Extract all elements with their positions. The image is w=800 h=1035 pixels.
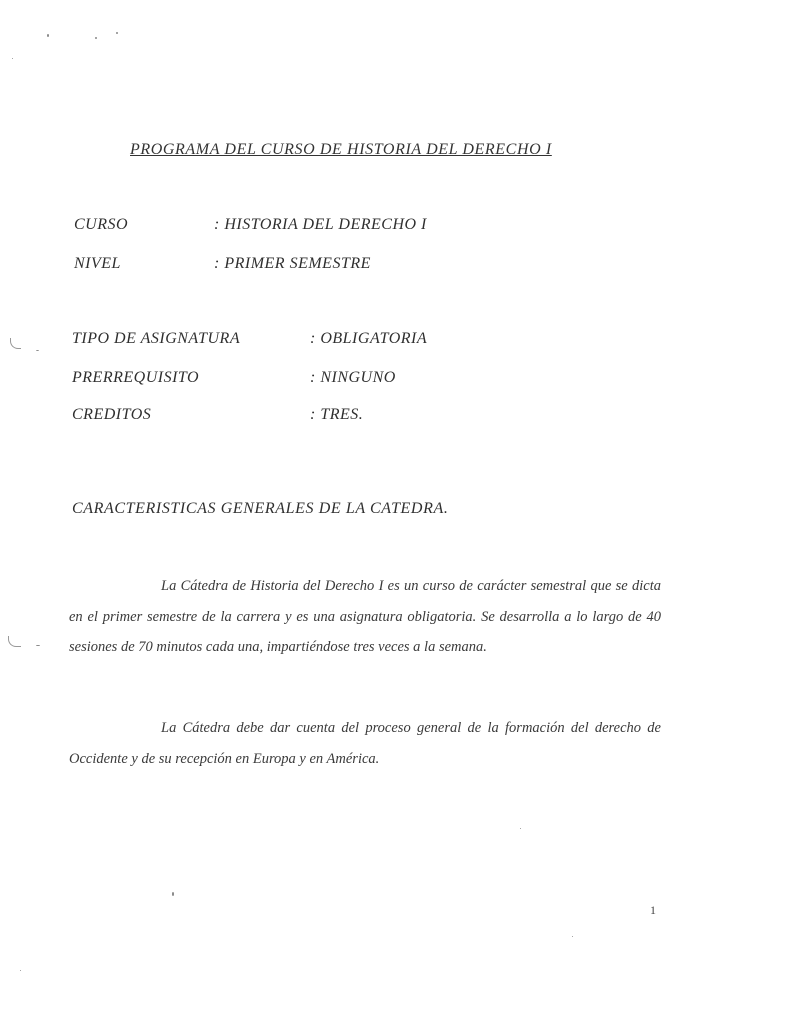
scan-mark xyxy=(8,636,21,647)
page-number: 1 xyxy=(650,903,656,917)
info-label-prerrequisito: PRERREQUISITO xyxy=(72,369,200,386)
scan-speck xyxy=(36,350,39,351)
scan-mark xyxy=(10,338,21,349)
document-title: PROGRAMA DEL CURSO DE HISTORIA DEL DERECHO I xyxy=(130,141,552,158)
info-label-tipo-asignatura: TIPO DE ASIGNATURA xyxy=(72,330,241,347)
info-label-nivel: NIVEL xyxy=(74,255,121,272)
scan-speck xyxy=(95,37,97,39)
info-value-tipo-asignatura: : OBLIGATORIA xyxy=(310,330,428,347)
paragraph-2: La Cátedra debe dar cuenta del proceso general de la formación del derecho de Occidente y de su recepción en Europa y en América. xyxy=(69,720,661,767)
scan-speck xyxy=(116,32,118,34)
info-value-curso: : HISTORIA DEL DERECHO I xyxy=(214,216,427,233)
scan-speck xyxy=(12,58,13,59)
info-value-prerrequisito: : NINGUNO xyxy=(310,369,396,386)
scan-speck xyxy=(36,645,40,646)
scan-speck xyxy=(172,892,174,896)
info-label-creditos: CREDITOS xyxy=(72,406,152,423)
scan-speck xyxy=(47,34,49,37)
paragraph-1: La Cátedra de Historia del Derecho I es un curso de carácter semestral que se dicta en el primer semestre de la carrera y es una asignatura obligatoria. Se desarrolla a lo largo de 40 sesiones de 70 minutos cada una, impartiéndose tres veces a la semana. xyxy=(69,578,661,655)
scan-speck xyxy=(572,936,573,937)
scan-speck xyxy=(20,970,21,971)
info-value-creditos: : TRES. xyxy=(310,406,364,423)
section-heading: CARACTERISTICAS GENERALES DE LA CATEDRA. xyxy=(72,500,449,517)
scan-speck xyxy=(520,828,521,829)
info-value-nivel: : PRIMER SEMESTRE xyxy=(214,255,371,272)
info-label-curso: CURSO xyxy=(74,216,129,233)
